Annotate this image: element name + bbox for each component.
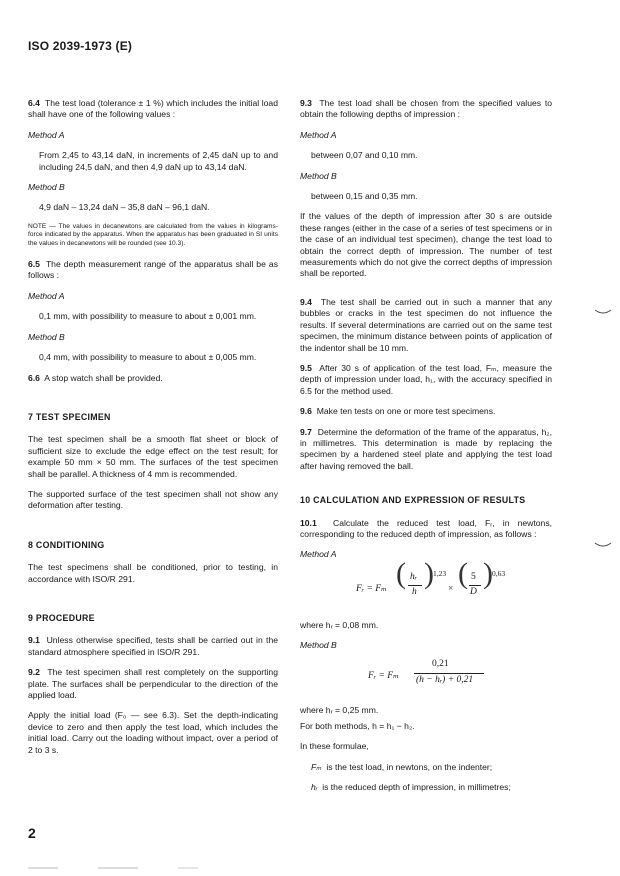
clause-9-3-method-b: between 0,15 and 0,35 mm. <box>311 191 418 202</box>
formula-a-lhs: Fᵣ = Fₘ <box>356 583 387 594</box>
note-decanewtons: NOTE — The values in decanewtons are calculated from the values in kilograms-force indicated by the apparatus. When the apparatus has been graduated in SI units the values in decanewtons will be rounded (see 10.3). <box>28 222 278 247</box>
in-these-formulae: In these formulae, <box>300 741 369 752</box>
clause-6-5-method-b: 0,4 mm, with possibility to measure to about ± 0,005 mm. <box>39 352 257 363</box>
formula-a-times: × <box>448 583 454 594</box>
method-a-label: Method A <box>28 129 65 140</box>
formula-b-lhs: Fᵣ = Fₘ <box>368 670 399 681</box>
formula-method-a <box>300 556 552 612</box>
fraction-line <box>408 585 422 586</box>
method-a-label: Method A <box>300 129 337 140</box>
where-method-a: where hᵣ = 0,08 mm. <box>300 619 379 630</box>
formula-b-numerator: 0,21 <box>432 658 449 669</box>
section-7-paragraph-2: The supported surface of the test specimen shall not show any deformation after testing. <box>28 488 278 511</box>
clause-9-2: 9.2 The test specimen shall rest completely on the supporting plate. The surfaces shall be perpendicular to the direction of the applied load. <box>28 667 278 700</box>
clause-9-3-method-a: between 0,07 and 0,10 mm. <box>311 150 418 161</box>
section-8-heading: 8 CONDITIONING <box>28 539 105 550</box>
section-7-heading: 7 TEST SPECIMEN <box>28 411 111 422</box>
formula-a-exp1: 1,23 <box>433 568 447 578</box>
clause-9-1: 9.1 Unless otherwise specified, tests shall be carried out in the standard atmosphere specified in ISO/R 291. <box>28 635 279 657</box>
scan-artifact <box>28 866 298 870</box>
clause-9-3: 9.3 The test load shall be chosen from the specified values to obtain the following depths of impression : <box>300 98 553 120</box>
clause-9-2-paragraph-2: Apply the initial load (F₀ — see 6.3). Set the depth-indicating device to zero and then apply the test load, which includes the initial load. Carry out the loading without impact, over a period of 2 to 3 s. <box>28 710 278 755</box>
formula-a-h: h <box>412 586 417 597</box>
fraction-line <box>469 585 481 586</box>
clause-9-4: 9.4 The test shall be carried out in such a manner that any bubbles or cracks in the test specimen do not influence the results. If several determinations are carried out on the same test specimen, the minimum distance between points of application of the indentor shall be 10 mm. <box>300 296 552 353</box>
formula-method-b <box>300 658 552 697</box>
margin-tick-icon <box>594 542 612 548</box>
margin-tick-icon <box>594 309 612 315</box>
both-methods: For both methods, h = h₁ − h₂. <box>300 721 415 731</box>
page-number: 2 <box>28 825 36 841</box>
fraction-line <box>414 673 484 674</box>
paren-close: ) <box>424 556 434 590</box>
method-b-label: Method B <box>300 640 337 651</box>
where-method-b: where hᵣ = 0,25 mm. <box>300 704 379 715</box>
clause-6-5: 6.5 The depth measurement range of the apparatus shall be as follows : <box>28 259 279 281</box>
method-b-label: Method B <box>28 182 65 193</box>
clause-6-4-method-b: 4,9 daN – 13,24 daN – 35,8 daN – 96,1 daN. <box>39 202 210 213</box>
definition-hr: hᵣ is the reduced depth of impression, in millimetres; <box>311 782 511 793</box>
document-header: ISO 2039-1973 (E) <box>28 39 133 53</box>
paren-open: ( <box>396 556 406 590</box>
method-a-label: Method A <box>28 290 65 301</box>
section-10-heading: 10 CALCULATION AND EXPRESSION OF RESULTS <box>300 495 526 506</box>
formula-a-exp2: 0,63 <box>492 568 506 578</box>
formula-a-5: 5 <box>471 571 476 582</box>
clause-9-3-paragraph-2: If the values of the depth of impression after 30 s are outside these ranges (either in the case of a series of test specimens or in the case of an individual test specimen), change the test load to obtain the correct depth of impression. The number of test measurements which do not give the correct depths of impression shall be reported. <box>300 211 552 279</box>
clause-9-7: 9.7 Determine the deformation of the frame of the apparatus, h₂, in millimetres. This determination is made by replacing the specimen by a hardened steel plate and applying the test load after having removed the ball. <box>300 426 552 471</box>
clause-6-5-method-a: 0,1 mm, with possibility to measure to about ± 0,001 mm. <box>39 311 257 322</box>
formula-a-hr: hᵣ <box>410 571 418 582</box>
formula-b-denominator: (h − hᵣ) + 0,21 <box>416 674 474 685</box>
clause-9-6: 9.6 Make ten tests on one or more test specimens. <box>300 406 496 417</box>
clause-6-6: 6.6 A stop watch shall be provided. <box>28 372 163 383</box>
method-b-label: Method B <box>28 331 65 342</box>
section-8-paragraph-1: The test specimens shall be conditioned, prior to testing, in accordance with ISO/R 291. <box>28 562 278 584</box>
clause-9-5: 9.5 After 30 s of application of the test load, Fₘ, measure the depth of impression under load, h₁, with the accuracy specified in 6.5 for the method used. <box>300 362 552 396</box>
definition-fm: Fₘ is the test load, in newtons, on the indenter; <box>311 761 493 772</box>
method-b-label: Method B <box>300 170 337 181</box>
clause-10-1: 10.1 Calculate the reduced test load, Fᵣ, in newtons, corresponding to the reduced depth of impression, as follows : <box>300 517 553 539</box>
method-a-label: Method A <box>300 549 337 560</box>
section-7-paragraph-1: The test specimen shall be a smooth flat sheet or block of sufficient size to exclude the edge effect on the test result; for example 50 mm × 50 mm. The surfaces of the test specimen shall be parallel. A thickness of 4 mm is recommended. <box>28 434 278 479</box>
paren-open: ( <box>458 556 468 590</box>
formula-a-D: D <box>470 586 477 597</box>
paren-close: ) <box>483 556 493 590</box>
left-column <box>28 98 278 765</box>
clause-6-4-method-a: From 2,45 to 43,14 daN, in increments of 2,45 daN up to and including 24,5 daN, and then 4,9 daN up to 43,14 daN. <box>39 150 278 172</box>
clause-6-4: 6.4 The test load (tolerance ± 1 %) which includes the initial load shall have one of the following values : <box>28 98 278 120</box>
right-column <box>300 98 552 803</box>
section-9-heading: 9 PROCEDURE <box>28 612 95 623</box>
